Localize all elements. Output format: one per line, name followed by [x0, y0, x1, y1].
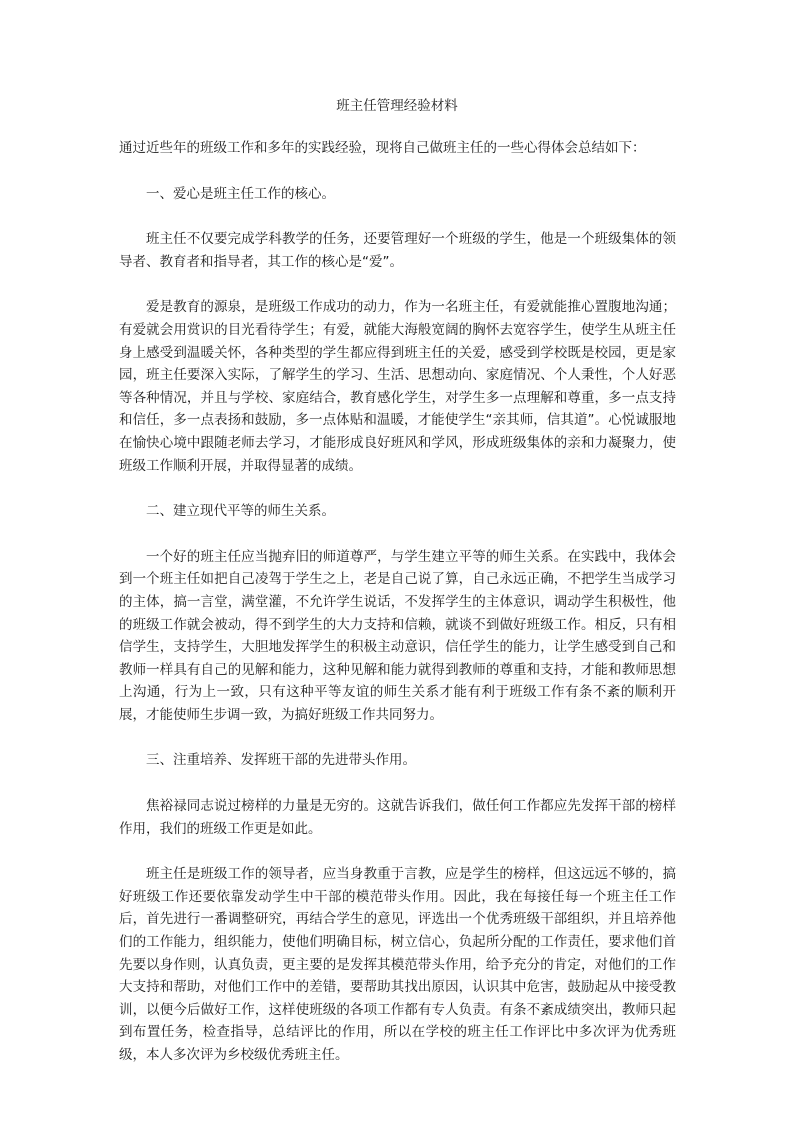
spacer	[119, 160, 676, 183]
spacer	[119, 205, 676, 228]
spacer	[119, 840, 676, 863]
section-1-paragraph-1: 班主任不仅要完成学科教学的任务，还要管理好一个班级的学生，他是一个班级集体的领导者、教育者和指导者，其工作的核心是“爱”。	[119, 231, 676, 270]
intro-paragraph: 通过近些年的班级工作和多年的实践经验，现将自己做班主任的一些心得体会总结如下：	[119, 140, 646, 156]
spacer	[119, 273, 676, 296]
section-heading-1: 一、爱心是班主任工作的核心。	[146, 185, 335, 202]
section-heading-3: 三、注重培养、发挥班干部的先进带头作用。	[146, 752, 416, 769]
document-title: 班主任管理经验材料	[336, 98, 458, 114]
spacer	[119, 726, 676, 749]
section-1-paragraph-2: 爱是教育的源泉，是班级工作成功的动力，作为一名班主任，有爱就能推心置腹地沟通；有爱就会用赏识的目光看待学生；有爱，就能大海般宽阔的胸怀去宽容学生，使学生从班主任身上感受到温暖关怀，各种类型的学生都应得到班主任的关爱，感受到学校既是校园，更是家园，班主任要深入实际，了解学生的学习、生活、思想动向、家庭情况、个人秉性，个人好恶等各种情况，并且与学校、家庭结合，教育感化学生，对学生多一点理解和尊重，多一点支持和信任，多一点表扬和鼓励，多一点体贴和温暖，才能使学生“亲其师，信其道”。心悦诚服地在愉快心境中跟随老师去学习，才能形成良好班风和学风，形成班级集体的亲和力凝聚力，使班级工作顺利开展，并取得显著的成绩。	[119, 299, 676, 474]
section-2-paragraph-1: 一个好的班主任应当抛弃旧的师道尊严，与学生建立平等的师生关系。在实践中，我体会到一个班主任如把自己凌驾于学生之上，老是自己说了算，自己永远正确，不把学生当成学习的主体，搞一言堂，满堂灌，不允许学生说话，不发挥学生的主体意识，调动学生积极性，他的班级工作就会被动，得不到学生的大力支持和信赖，就谈不到做好班级工作。相反，只有相信学生，支持学生，大胆地发挥学生的积极主动意识，信任学生的能力，让学生感受到自己和教师一样具有自己的见解和能力，这种见解和能力就得到教师的尊重和支持，才能和教师思想上沟通，行为上一致，只有这种平等友谊的师生关系才能有利于班级工作有条不紊的顺利开展，才能使师生步调一致，为搞好班级工作共同努力。	[119, 548, 676, 723]
document-body	[119, 137, 676, 1067]
spacer	[119, 477, 676, 500]
spacer	[119, 523, 676, 546]
spacer	[119, 772, 676, 795]
section-3-paragraph-2: 班主任是班级工作的领导者，应当身教重于言教，应是学生的榜样，但这远远不够的，搞好班级工作还要依靠发动学生中干部的模范带头作用。因此，我在每接任每一个班主任工作后，首先进行一番调整研究，再结合学生的意见，评选出一个优秀班级干部组织，并且培养他们的工作能力，组织能力，使他们明确目标，树立信心，负起所分配的工作责任，要求他们首先要以身作则，认真负责，更主要的是发挥其模范带头作用，给予充分的肯定，对他们的工作大支持和帮助，对他们工作中的差错，要帮助其找出原因，认识其中危害，鼓励起从中接受教训，以便今后做好工作，这样使班级的各项工作都有专人负责。有条不紊成绩突出，教师只起到布置任务，检查指导，总结评比的作用，所以在学校的班主任工作评比中多次评为优秀班级，本人多次评为乡校级优秀班主任。	[119, 866, 676, 1063]
section-3-paragraph-1: 焦裕禄同志说过榜样的力量是无穷的。这就告诉我们，做任何工作都应先发挥干部的榜样作用，我们的班级工作更是如此。	[119, 798, 676, 837]
section-heading-2: 二、建立现代平等的师生关系。	[146, 503, 335, 520]
